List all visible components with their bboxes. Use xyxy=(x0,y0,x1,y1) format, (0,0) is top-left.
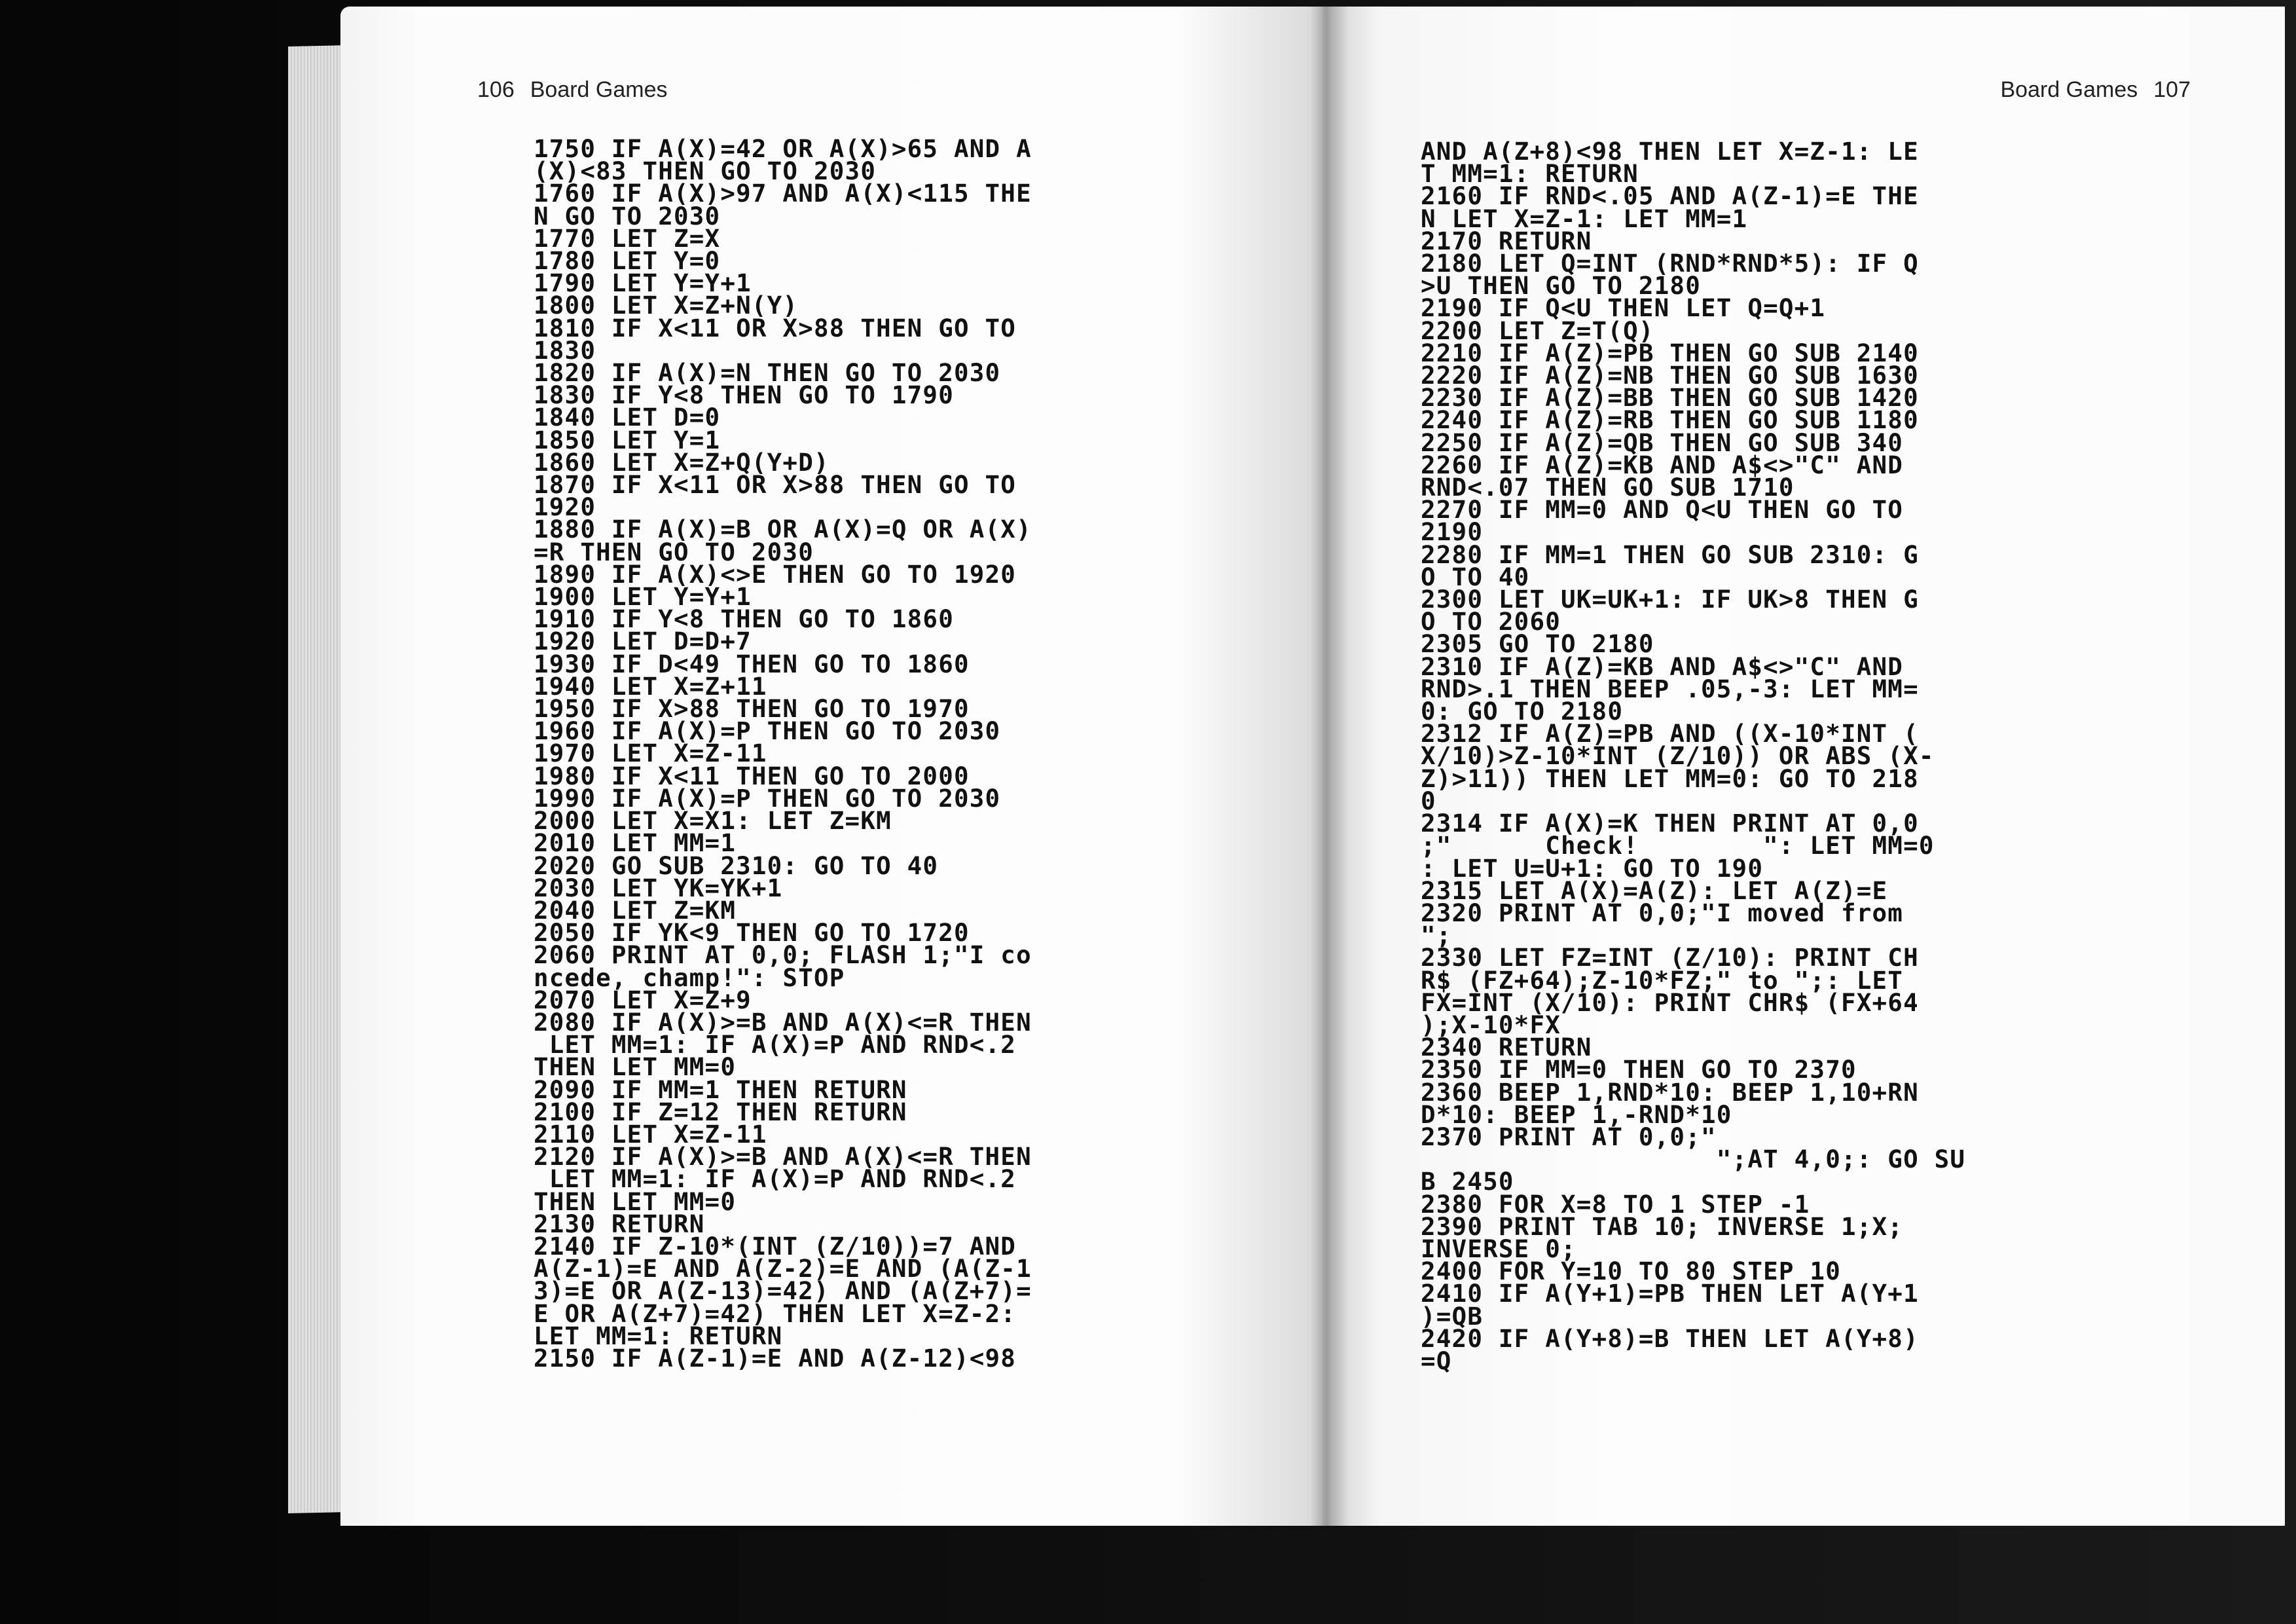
code-line: 2040 LET Z=KM xyxy=(534,895,737,925)
code-line: 1760 IF A(X)>97 AND A(X)<115 THE xyxy=(534,179,1032,208)
code-line: N GO TO 2030 xyxy=(534,201,721,231)
code-line: 2000 LET X=X1: LET Z=KM xyxy=(534,806,892,836)
right-chapter-title: Board Games xyxy=(2000,77,2138,102)
code-line: (X)<83 THEN GO TO 2030 xyxy=(534,157,877,186)
code-line: 2314 IF A(X)=K THEN PRINT AT 0,0 xyxy=(1421,809,1919,838)
left-code-listing xyxy=(534,134,1032,1373)
code-line: N LET X=Z-1: LET MM=1 xyxy=(1421,204,1748,233)
code-line: 2120 IF A(X)>=B AND A(X)<=R THEN xyxy=(534,1142,1032,1172)
code-line: 2180 LET Q=INT (RND*RND*5): IF Q xyxy=(1421,249,1919,278)
left-chapter-title: Board Games xyxy=(530,77,668,102)
code-line: B 2450 xyxy=(1421,1167,1514,1196)
right-page-number: 107 xyxy=(2153,77,2191,102)
code-line: LET MM=1: IF A(X)=P AND RND<.2 xyxy=(534,1164,1017,1194)
code-line: 2310 IF A(Z)=KB AND A$<>"C" AND xyxy=(1421,652,1904,681)
code-line: 1890 IF A(X)<>E THEN GO TO 1920 xyxy=(534,559,1017,589)
code-line: THEN LET MM=0 xyxy=(534,1052,737,1082)
code-line: 1920 LET D=D+7 xyxy=(534,627,752,656)
code-line: 1750 IF A(X)=42 OR A(X)>65 AND A xyxy=(534,134,1032,163)
code-line: 1950 IF X>88 THEN GO TO 1970 xyxy=(534,694,970,724)
code-line: O TO 2060 xyxy=(1421,607,1561,637)
code-line: 2400 FOR Y=10 TO 80 STEP 10 xyxy=(1421,1257,1841,1286)
code-line: >U THEN GO TO 2180 xyxy=(1421,271,1701,301)
code-line: RND<.07 THEN GO SUB 1710 xyxy=(1421,473,1795,502)
code-line: 1820 IF A(X)=N THEN GO TO 2030 xyxy=(534,358,1001,388)
code-line: Z)>11)) THEN LET MM=0: GO TO 218 xyxy=(1421,764,1919,793)
code-line: 2100 IF Z=12 THEN RETURN xyxy=(534,1097,907,1126)
code-line: 2330 LET FZ=INT (Z/10): PRINT CH xyxy=(1421,943,1919,972)
code-line: 2160 IF RND<.05 AND A(Z-1)=E THE xyxy=(1421,181,1919,211)
code-line: 1790 LET Y=Y+1 xyxy=(534,268,752,298)
code-line: 2410 IF A(Y+1)=PB THEN LET A(Y+1 xyxy=(1421,1279,1919,1308)
code-line: 1920 xyxy=(534,492,596,522)
right-code-listing xyxy=(1421,137,1966,1375)
code-line: ;" Check! ": LET MM=0 xyxy=(1421,831,1935,860)
code-line: O TO 40 xyxy=(1421,562,1530,591)
code-line: 1970 LET X=Z-11 xyxy=(534,739,767,768)
code-line: 1840 LET D=0 xyxy=(534,403,721,432)
code-line: 3)=E OR A(Z-13)=42) AND (A(Z+7)= xyxy=(534,1276,1032,1306)
code-line: 2350 IF MM=0 THEN GO TO 2370 xyxy=(1421,1055,1857,1084)
right-page xyxy=(1322,7,2285,1526)
code-line: =R THEN GO TO 2030 xyxy=(534,537,814,566)
code-line: : LET U=U+1: GO TO 190 xyxy=(1421,853,1764,883)
code-line: 1930 IF D<49 THEN GO TO 1860 xyxy=(534,649,970,678)
code-line: 2380 FOR X=8 TO 1 STEP -1 xyxy=(1421,1189,1810,1219)
code-line: 2080 IF A(X)>=B AND A(X)<=R THEN xyxy=(534,1007,1032,1037)
code-line: 2360 BEEP 1,RND*10: BEEP 1,10+RN xyxy=(1421,1077,1919,1107)
code-line: 2270 IF MM=0 AND Q<U THEN GO TO xyxy=(1421,495,1904,525)
code-line: );X-10*FX xyxy=(1421,1010,1561,1039)
code-line: 2030 LET YK=YK+1 xyxy=(534,873,783,902)
code-line: 2110 LET X=Z-11 xyxy=(534,1119,767,1149)
code-line: 1900 LET Y=Y+1 xyxy=(534,582,752,612)
code-line: LET MM=1: IF A(X)=P AND RND<.2 xyxy=(534,1030,1017,1060)
code-line: 2170 RETURN xyxy=(1421,226,1592,255)
code-line: 2315 LET A(X)=A(Z): LET A(Z)=E xyxy=(1421,876,1888,905)
code-line: 1780 LET Y=0 xyxy=(534,246,721,276)
code-line: 2260 IF A(Z)=KB AND A$<>"C" AND xyxy=(1421,450,1904,479)
code-line: =Q xyxy=(1421,1346,1452,1375)
code-line: THEN LET MM=0 xyxy=(534,1187,737,1216)
code-line: 2312 IF A(Z)=PB AND ((X-10*INT ( xyxy=(1421,719,1919,748)
open-book xyxy=(288,7,2296,1526)
code-line: R$ (FZ+64);Z-10*FZ;" to ";: LET xyxy=(1421,965,1904,995)
code-line: A(Z-1)=E AND A(Z-2)=E AND (A(Z-1 xyxy=(534,1254,1032,1283)
code-line: 1910 IF Y<8 THEN GO TO 1860 xyxy=(534,604,954,634)
code-line: 1860 LET X=Z+Q(Y+D) xyxy=(534,447,829,477)
code-line: 2020 GO SUB 2310: GO TO 40 xyxy=(534,851,939,880)
code-line: X/10)>Z-10*INT (Z/10)) OR ABS (X- xyxy=(1421,741,1935,771)
code-line: 1800 LET X=Z+N(Y) xyxy=(534,291,799,320)
code-line: 2090 IF MM=1 THEN RETURN xyxy=(534,1075,907,1104)
code-line: 1770 LET Z=X xyxy=(534,223,721,253)
code-line: 2200 LET Z=T(Q) xyxy=(1421,316,1654,345)
code-line: 2370 PRINT AT 0,0;" xyxy=(1421,1122,1717,1151)
code-line: FX=INT (X/10): PRINT CHR$ (FX+64 xyxy=(1421,987,1919,1017)
code-line: RND>.1 THEN BEEP .05,-3: LET MM= xyxy=(1421,674,1919,703)
code-line: 0: GO TO 2180 xyxy=(1421,697,1624,726)
code-line: 2305 GO TO 2180 xyxy=(1421,629,1654,659)
code-line: 1830 IF Y<8 THEN GO TO 1790 xyxy=(534,380,954,410)
code-line: 2190 IF Q<U THEN LET Q=Q+1 xyxy=(1421,293,1826,323)
code-line: 2300 LET UK=UK+1: IF UK>8 THEN G xyxy=(1421,585,1919,614)
code-line: 2210 IF A(Z)=PB THEN GO SUB 2140 xyxy=(1421,338,1919,367)
code-line: 1990 IF A(X)=P THEN GO TO 2030 xyxy=(534,783,1001,813)
left-running-head xyxy=(462,77,668,103)
code-line: 2280 IF MM=1 THEN GO SUB 2310: G xyxy=(1421,540,1919,569)
code-line: 1960 IF A(X)=P THEN GO TO 2030 xyxy=(534,716,1001,746)
page-edges xyxy=(288,45,347,1513)
code-line: E OR A(Z+7)=42) THEN LET X=Z-2: xyxy=(534,1299,1017,1328)
code-line: 2060 PRINT AT 0,0; FLASH 1;"I co xyxy=(534,940,1032,970)
code-line: 2420 IF A(Y+8)=B THEN LET A(Y+8) xyxy=(1421,1323,1919,1353)
left-page xyxy=(340,7,1322,1526)
code-line: 2240 IF A(Z)=RB THEN GO SUB 1180 xyxy=(1421,405,1919,435)
code-line: 2320 PRINT AT 0,0;"I moved from xyxy=(1421,898,1904,927)
code-line: 2050 IF YK<9 THEN GO TO 1720 xyxy=(534,918,970,948)
code-line: 2150 IF A(Z-1)=E AND A(Z-12)<98 xyxy=(534,1343,1017,1373)
code-line: 2230 IF A(Z)=BB THEN GO SUB 1420 xyxy=(1421,383,1919,413)
code-line: 2130 RETURN xyxy=(534,1209,705,1238)
code-line: AND A(Z+8)<98 THEN LET X=Z-1: LE xyxy=(1421,137,1919,166)
code-line: 1830 xyxy=(534,335,596,365)
code-line: )=QB xyxy=(1421,1301,1484,1331)
code-line: 2220 IF A(Z)=NB THEN GO SUB 1630 xyxy=(1421,361,1919,390)
code-line: ";AT 4,0;: GO SU xyxy=(1421,1145,1966,1174)
code-line: 0 xyxy=(1421,786,1436,815)
code-line: ncede, champ!": STOP xyxy=(534,963,845,992)
code-line: 1980 IF X<11 THEN GO TO 2000 xyxy=(534,761,970,790)
right-running-head xyxy=(2001,77,2207,103)
code-line: 2140 IF Z-10*(INT (Z/10))=7 AND xyxy=(534,1231,1017,1261)
code-line: 1850 LET Y=1 xyxy=(534,425,721,454)
code-line: 1880 IF A(X)=B OR A(X)=Q OR A(X) xyxy=(534,515,1032,544)
code-line: 2190 xyxy=(1421,517,1484,547)
code-line: 2010 LET MM=1 xyxy=(534,828,737,858)
code-line: 2070 LET X=Z+9 xyxy=(534,985,752,1014)
book-gutter xyxy=(1309,7,1349,1526)
code-line: 1810 IF X<11 OR X>88 THEN GO TO xyxy=(534,313,1017,342)
code-line: 1940 LET X=Z+11 xyxy=(534,671,767,701)
code-line: T MM=1: RETURN xyxy=(1421,159,1639,189)
code-line: 2340 RETURN xyxy=(1421,1033,1592,1062)
code-line: 2250 IF A(Z)=QB THEN GO SUB 340 xyxy=(1421,428,1904,457)
code-line: LET MM=1: RETURN xyxy=(534,1321,783,1350)
code-line: "; xyxy=(1421,921,1452,950)
code-line: 2390 PRINT TAB 10; INVERSE 1;X; xyxy=(1421,1211,1904,1241)
left-page-number: 106 xyxy=(477,77,515,102)
code-line: 1870 IF X<11 OR X>88 THEN GO TO xyxy=(534,470,1017,500)
code-line: D*10: BEEP 1,-RND*10 xyxy=(1421,1099,1732,1129)
code-line: INVERSE 0; xyxy=(1421,1234,1576,1263)
